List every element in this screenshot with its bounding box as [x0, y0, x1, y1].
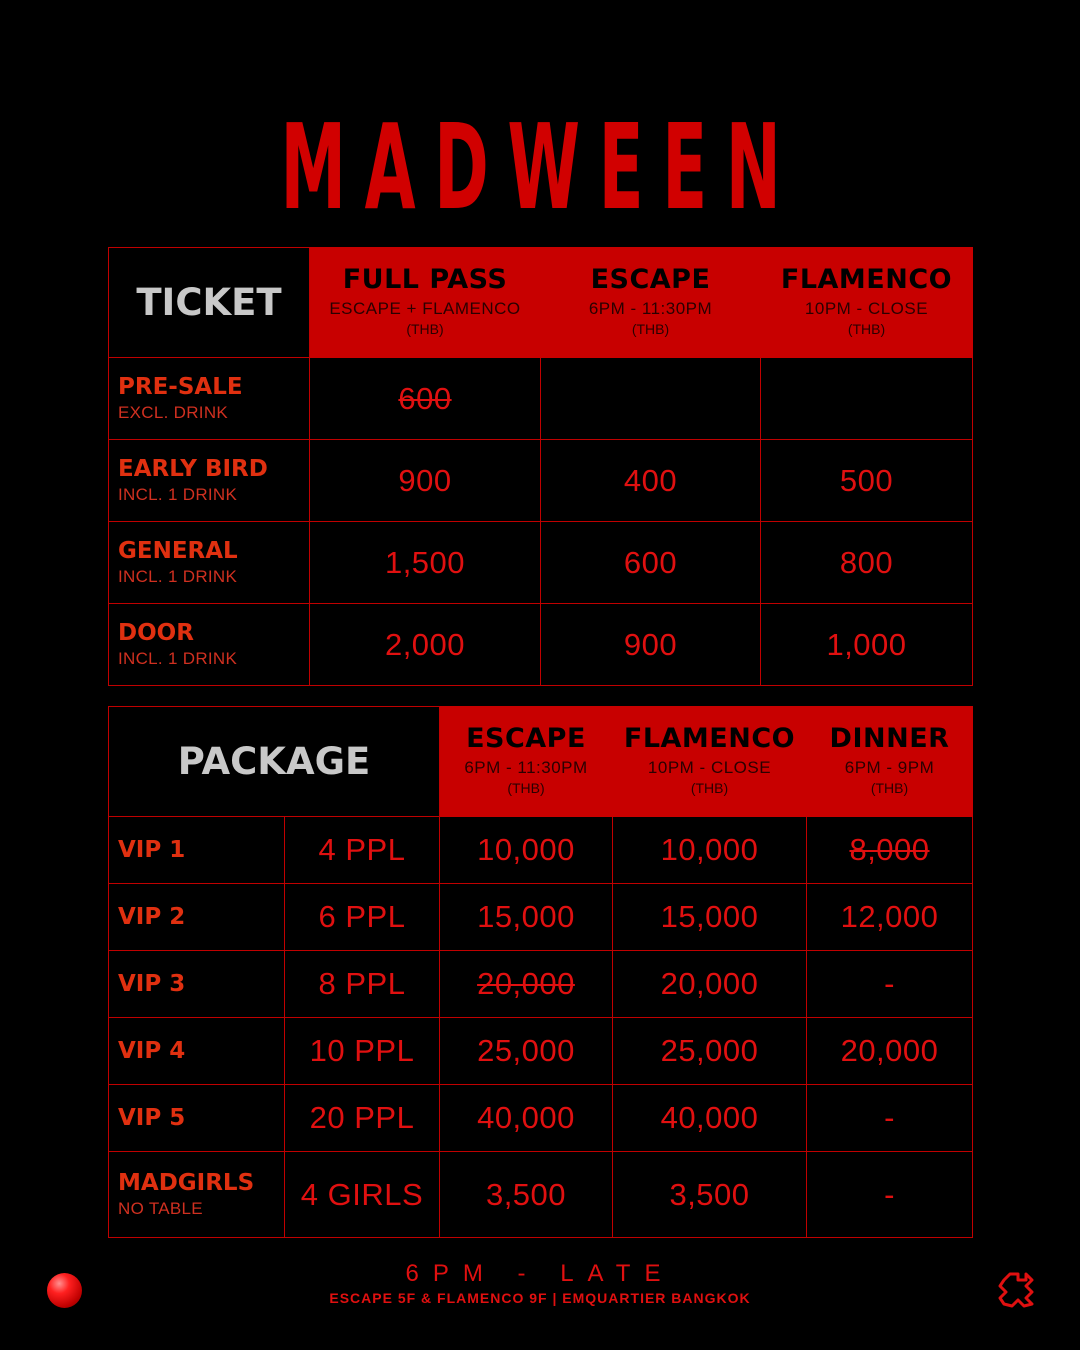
price-cell [541, 358, 761, 440]
row-sublabel: INCL. 1 DRINK [118, 649, 238, 668]
column-title: FLAMENCO [623, 723, 796, 754]
price-cell [613, 817, 807, 884]
price-cell [761, 440, 973, 522]
people-cell [285, 951, 440, 1018]
people-count: 20 PPL [309, 1100, 415, 1135]
table-row [109, 522, 973, 604]
table-row [109, 884, 973, 951]
column-title: ESCAPE [466, 723, 586, 754]
price-value: 900 [398, 462, 452, 498]
people-cell [285, 1085, 440, 1152]
row-label: VIP 4 [118, 1038, 186, 1064]
row-label: VIP 5 [118, 1105, 186, 1131]
price-cell [613, 1018, 807, 1085]
price-cell [440, 884, 613, 951]
price-value: 10,000 [477, 832, 575, 867]
price-value: - [884, 1100, 895, 1135]
price-cell [807, 951, 973, 1018]
column-currency: (THB) [870, 780, 909, 796]
price-cell [310, 440, 541, 522]
row-label-cell [109, 1085, 285, 1152]
row-sublabel: INCL. 1 DRINK [118, 485, 238, 504]
package-corner-label [109, 707, 440, 817]
table-row [109, 440, 973, 522]
price-value: 40,000 [660, 1100, 759, 1135]
row-label: EARLY BIRD [118, 456, 268, 482]
price-value: 25,000 [660, 1033, 759, 1068]
table-row [109, 951, 973, 1018]
price-cell [807, 884, 973, 951]
price-cell [310, 522, 541, 604]
ticket-heading: TICKET [136, 281, 282, 324]
row-label: VIP 3 [118, 971, 186, 997]
footer-time: 6PM - LATE [405, 1260, 675, 1287]
event-title: MADWEEN [280, 98, 800, 236]
price-value: 10,000 [660, 832, 759, 867]
price-value: 20,000 [840, 1033, 939, 1068]
row-label-cell [109, 1018, 285, 1085]
price-value: 25,000 [477, 1033, 575, 1068]
people-count: 4 PPL [318, 832, 406, 867]
price-cell [613, 1085, 807, 1152]
row-label-cell [109, 440, 310, 522]
price-cell [541, 522, 761, 604]
row-label: VIP 1 [118, 837, 186, 863]
price-value: 900 [623, 626, 678, 662]
price-cell [440, 1085, 613, 1152]
price-cell [613, 884, 807, 951]
price-cell [613, 1152, 807, 1238]
row-label-cell [109, 522, 310, 604]
price-value: - [884, 1176, 895, 1212]
price-value: 800 [839, 544, 894, 580]
price-value: 3,500 [485, 1176, 567, 1212]
column-currency: (THB) [631, 321, 670, 337]
price-value: 400 [623, 462, 678, 498]
table-row [109, 1152, 973, 1238]
price-cell [541, 440, 761, 522]
price-cell [440, 1018, 613, 1085]
row-label-cell [109, 1152, 285, 1238]
row-sublabel: NO TABLE [118, 1199, 203, 1218]
row-label-cell [109, 817, 285, 884]
row-sublabel: INCL. 1 DRINK [118, 567, 238, 586]
price-value: 1,000 [826, 626, 907, 662]
footer-venue: ESCAPE 5F & FLAMENCO 9F | EMQUARTIER BANGKOK [329, 1290, 751, 1306]
table-row [109, 817, 973, 884]
price-value: 15,000 [477, 899, 575, 934]
column-subtitle: 10PM - CLOSE [647, 758, 772, 777]
table-row [109, 1085, 973, 1152]
ticket-col-header [310, 248, 541, 358]
row-label-cell [109, 604, 310, 686]
price-cell [761, 522, 973, 604]
price-value: 600 [623, 544, 678, 580]
row-label: GENERAL [118, 538, 238, 564]
package-price-table [108, 706, 973, 1238]
price-cell [761, 358, 973, 440]
row-label: DOOR [118, 620, 194, 646]
price-cell [440, 817, 613, 884]
column-title: ESCAPE [590, 264, 711, 295]
price-cell [761, 604, 973, 686]
price-value: 20,000 [660, 966, 759, 1001]
price-cell [613, 951, 807, 1018]
ticket-col-header [541, 248, 761, 358]
price-value: 3,500 [669, 1176, 750, 1212]
column-subtitle: 6PM - 11:30PM [588, 299, 713, 318]
row-label-cell [109, 358, 310, 440]
price-cell [807, 1152, 973, 1238]
row-label: PRE-SALE [118, 374, 243, 400]
price-cell [440, 1152, 613, 1238]
ticket-col-header [761, 248, 973, 358]
package-col-header [440, 707, 613, 817]
price-value: 20,000 [477, 966, 575, 1001]
price-value: 1,500 [384, 544, 466, 580]
column-currency: (THB) [690, 780, 729, 796]
row-label-cell [109, 884, 285, 951]
package-heading: PACKAGE [177, 740, 371, 783]
price-cell [807, 817, 973, 884]
people-cell [285, 1152, 440, 1238]
row-sublabel: EXCL. DRINK [118, 403, 229, 422]
column-title: DINNER [829, 723, 950, 754]
column-title: FLAMENCO [780, 264, 953, 295]
price-cell [541, 604, 761, 686]
price-value: 8,000 [849, 832, 930, 867]
table-row [109, 1018, 973, 1085]
price-value: 12,000 [840, 899, 939, 934]
price-cell [310, 358, 541, 440]
column-subtitle: 6PM - 9PM [844, 758, 935, 777]
people-count: 4 GIRLS [300, 1176, 424, 1212]
price-value: 40,000 [477, 1100, 575, 1135]
people-count: 10 PPL [309, 1033, 415, 1068]
price-cell [807, 1085, 973, 1152]
table-row [109, 358, 973, 440]
price-cell [310, 604, 541, 686]
column-subtitle: 6PM - 11:30PM [464, 758, 588, 777]
ticket-corner-label [109, 248, 310, 358]
people-cell [285, 884, 440, 951]
price-value: 2,000 [384, 626, 466, 662]
people-count: 6 PPL [318, 899, 406, 934]
column-subtitle: ESCAPE + FLAMENCO [329, 299, 521, 318]
table-row [109, 604, 973, 686]
ticket-price-table [108, 247, 973, 686]
package-col-header [807, 707, 973, 817]
people-cell [285, 817, 440, 884]
price-cell [807, 1018, 973, 1085]
column-currency: (THB) [406, 321, 444, 337]
column-currency: (THB) [507, 780, 545, 796]
row-label-cell [109, 951, 285, 1018]
column-currency: (THB) [847, 321, 886, 337]
people-cell [285, 1018, 440, 1085]
row-label: VIP 2 [118, 904, 186, 930]
price-cell [440, 951, 613, 1018]
price-value: 15,000 [660, 899, 759, 934]
price-value: - [884, 966, 895, 1001]
row-label: MADGIRLS [118, 1170, 255, 1196]
column-title: FULL PASS [342, 264, 508, 295]
package-col-header [613, 707, 807, 817]
price-value: 500 [839, 462, 894, 498]
price-value: 600 [398, 380, 452, 416]
people-count: 8 PPL [318, 966, 406, 1001]
column-subtitle: 10PM - CLOSE [804, 299, 929, 318]
